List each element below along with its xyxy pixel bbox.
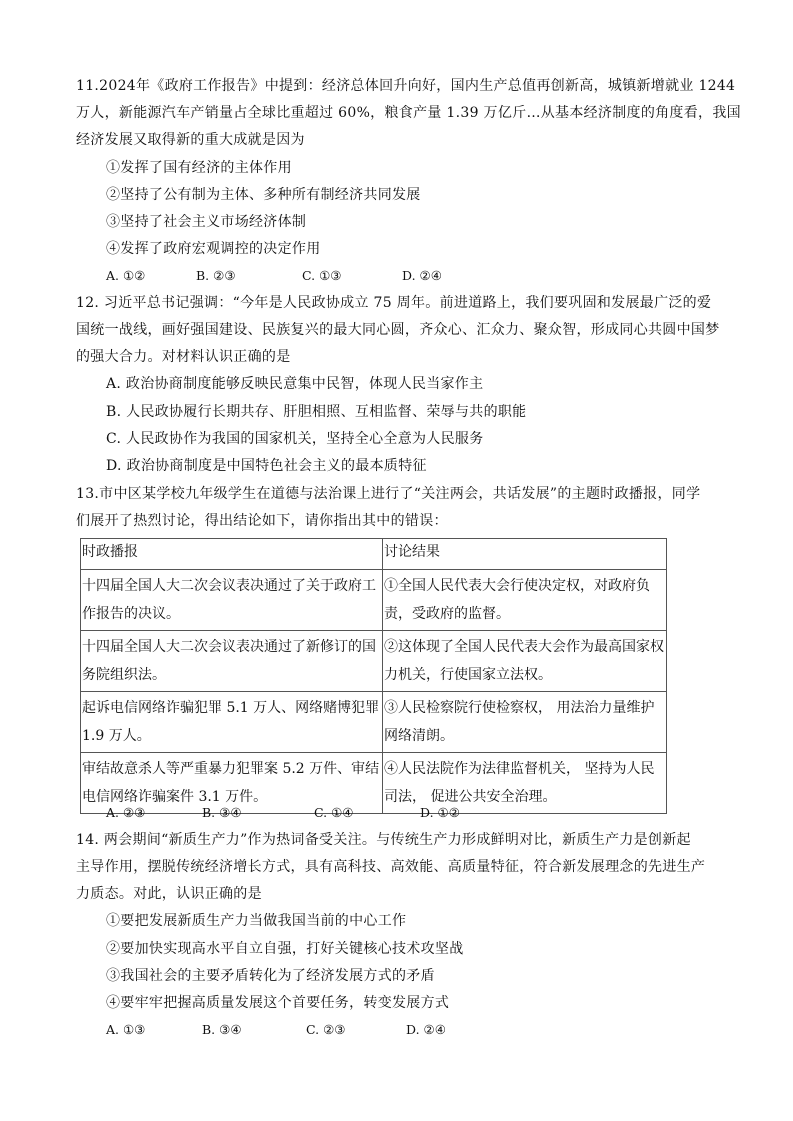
table-cell-news: 审结故意杀人等严重暴力犯罪案 5.2 万件、审结电信网络诈骗案件 3.1 万件。	[81, 753, 383, 814]
question-11-choices	[106, 267, 442, 285]
choice-c: C. ②③	[306, 1022, 346, 1037]
question-14-statement-3: ③我国社会的主要矛盾转化为了经济发展方式的矛盾	[106, 968, 435, 984]
table-header-cell: 时政播报	[81, 539, 383, 570]
question-11-statement-2: ②坚持了公有制为主体、多种所有制经济共同发展	[106, 187, 421, 203]
question-14-statement-2: ②要加快实现高水平自立自强，打好关键核心技术攻坚战	[106, 941, 464, 957]
question-12-option-b: B. 人民政协履行长期共存、肝胆相照、互相监督、荣辱与共的职能	[106, 404, 527, 420]
question-14-stem-line-1: 14. 两会期间“新质生产力”作为热词备受关注。与传统生产力形成鲜明对比，新质生产力是创新起	[76, 832, 691, 848]
choice-d: D. ②④	[402, 268, 442, 283]
choice-b: B. ②③	[196, 268, 236, 283]
question-12-option-c: C. 人民政协作为我国的国家机关，坚持全心全意为人民服务	[106, 431, 484, 447]
question-13-choices	[106, 804, 460, 822]
question-14-choices	[106, 1021, 446, 1039]
question-11-stem-line-3: 经济发展又取得新的重大成就是因为	[76, 132, 305, 148]
question-12-stem-line-2: 国统一战线，画好强国建设、民族复兴的最大同心圆，齐众心、汇众力、聚众智，形成同心共圆中国梦	[76, 322, 720, 338]
table-cell-news: 十四届全国人大二次会议表决通过了新修订的国务院组织法。	[81, 631, 383, 692]
table-header-cell: 讨论结果	[383, 539, 667, 570]
question-12-stem-line-1: 12. 习近平总书记强调：“今年是人民政协成立 75 周年。前进道路上，我们要巩固和发展最广泛的爱	[76, 295, 712, 311]
choice-d: D. ②④	[406, 1022, 446, 1037]
table-cell-result: ④人民法院作为法律监督机关， 坚持为人民司法， 促进公共安全治理。	[383, 753, 667, 814]
question-11-statement-3: ③坚持了社会主义市场经济体制	[106, 214, 307, 230]
table-cell-news: 十四届全国人大二次会议表决通过了关于政府工作报告的决议。	[81, 570, 383, 631]
choice-a: A. ①②	[106, 268, 146, 283]
choice-c: C. ①③	[302, 268, 342, 283]
question-12-stem-line-3: 的强大合力。对材料认识正确的是	[76, 349, 291, 365]
table-cell-result: ②这体现了全国人民代表大会作为最高国家权力机关，行使国家立法权。	[383, 631, 667, 692]
choice-a: A. ①③	[106, 1022, 146, 1037]
table-row	[81, 570, 667, 631]
choice-a: A. ②③	[106, 805, 146, 820]
question-14-stem-line-2: 主导作用，摆脱传统经济增长方式，具有高科技、高效能、高质量特征，符合新发展理念的先进生产	[76, 859, 706, 875]
question-12-option-d: D. 政治协商制度是中国特色社会主义的最本质特征	[106, 458, 427, 474]
table-header-row	[81, 539, 667, 570]
table-row	[81, 692, 667, 753]
table-cell-result: ①全国人民代表大会行使决定权，对政府负责，受政府的监督。	[383, 570, 667, 631]
question-11-stem-line-2: 万人，新能源汽车产销量占全球比重超过 60%，粮食产量 1.39 万亿斤…从基本经济制度的角度看，我国	[76, 105, 741, 121]
table-row	[81, 631, 667, 692]
question-14-stem-line-3: 力质态。对此，认识正确的是	[76, 886, 262, 902]
choice-d: D. ①②	[420, 805, 460, 820]
question-13-stem-line-2: 们展开了热烈讨论，得出结论如下，请你指出其中的错误：	[76, 513, 448, 529]
choice-b: B. ③④	[202, 1022, 242, 1037]
question-11-statement-1: ①发挥了国有经济的主体作用	[106, 160, 292, 176]
news-discussion-table	[80, 538, 667, 814]
question-12-option-a: A. 政治协商制度能够反映民意集中民智，体现人民当家作主	[106, 376, 484, 392]
question-11-statement-4: ④发挥了政府宏观调控的决定作用	[106, 241, 321, 257]
question-11-stem-line-1: 11.2024年《政府工作报告》中提到：经济总体回升向好，国内生产总值再创新高，城镇新增就业 1244	[76, 78, 736, 94]
table-cell-news: 起诉电信网络诈骗犯罪 5.1 万人、网络赌博犯罪 1.9 万人。	[81, 692, 383, 753]
question-14-statement-4: ④要牢牢把握高质量发展这个首要任务，转变发展方式	[106, 995, 450, 1011]
table-cell-result: ③人民检察院行使检察权， 用法治力量维护网络清朗。	[383, 692, 667, 753]
question-13-stem-line-1: 13.市中区某学校九年级学生在道德与法治课上进行了“关注两会，共话发展”的主题时政播报，同学	[76, 486, 701, 502]
question-14-statement-1: ①要把发展新质生产力当做我国当前的中心工作	[106, 913, 407, 929]
choice-b: B. ③④	[202, 805, 242, 820]
choice-c: C. ①④	[314, 805, 354, 820]
